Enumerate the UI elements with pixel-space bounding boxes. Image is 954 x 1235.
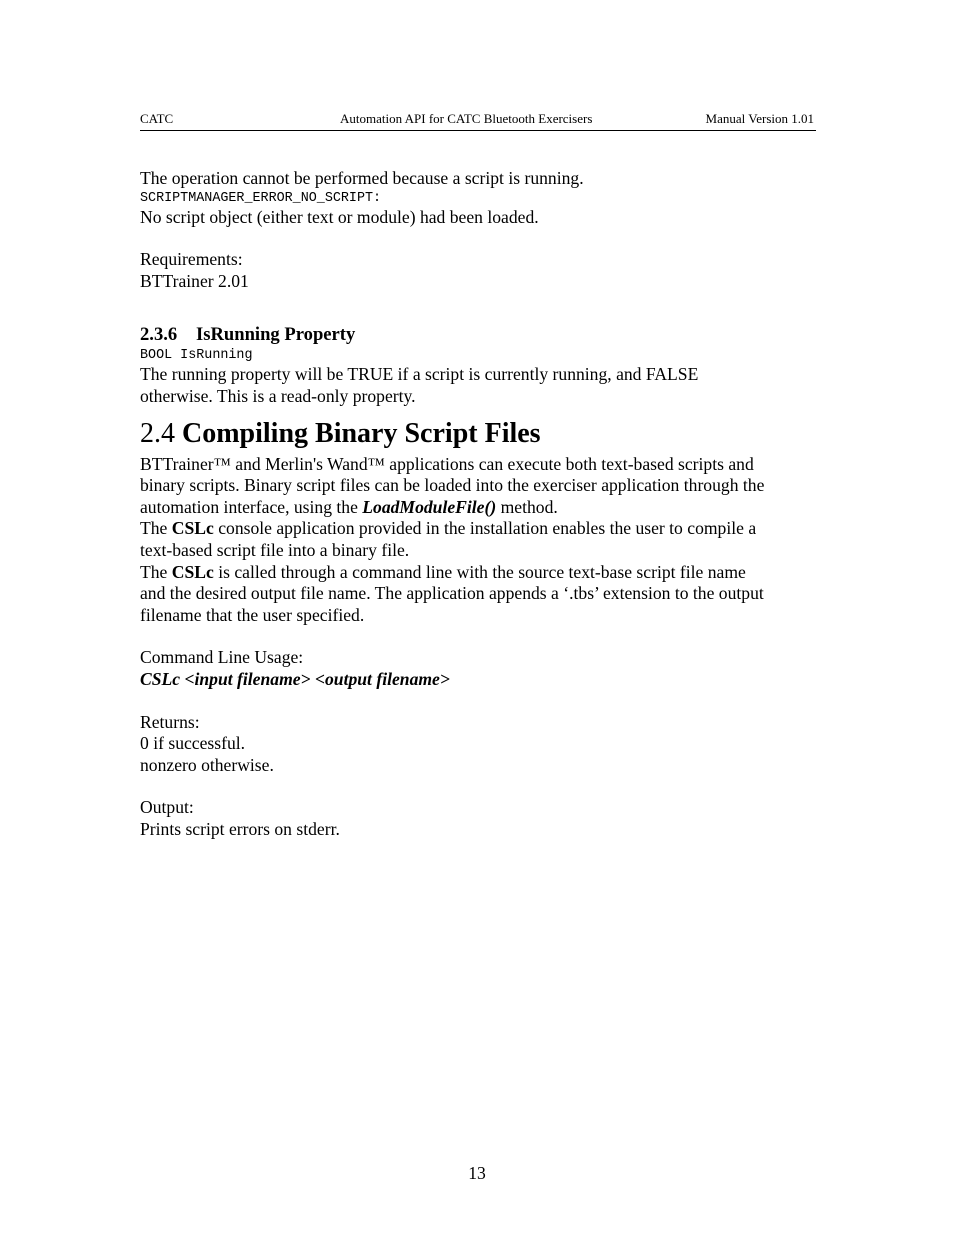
method-name: LoadModuleFile() — [362, 496, 497, 517]
compile-p1-line-3 — [140, 497, 816, 519]
returns-success: 0 if successful. — [140, 733, 246, 754]
text-segment: The — [140, 518, 172, 539]
requirements-value: BTTrainer 2.01 — [140, 270, 249, 291]
text-segment: The — [140, 561, 172, 582]
isrunning-desc-line-1: The running property will be TRUE if a script is currently running, and FALSE — [140, 364, 699, 385]
output-line: Prints script errors on stderr. — [140, 818, 340, 839]
section-heading-2-3-6 — [140, 323, 816, 347]
page-header — [140, 111, 816, 131]
usage-command: CSLc <input filename> <output filename> — [140, 668, 450, 689]
usage-label: Command Line Usage: — [140, 647, 304, 668]
isrunning-signature: BOOL IsRunning — [140, 348, 253, 364]
section-title: Compiling Binary Script Files — [182, 417, 541, 449]
section-title: IsRunning Property — [196, 324, 356, 346]
page-number: 13 — [468, 1163, 486, 1183]
section-heading-2-4 — [140, 408, 816, 454]
text-segment: is called through a command line with the source text-base script file name — [213, 561, 746, 582]
page-body — [140, 168, 816, 840]
text-segment: console application provided in the installation enables the user to compile a — [213, 518, 757, 539]
header-center: Automation API for CATC Bluetooth Exercisers — [340, 111, 593, 126]
output-label: Output: — [140, 797, 194, 818]
intro-line-1: The operation cannot be performed because a script is running. — [140, 168, 584, 188]
compile-p3-line-2: and the desired output file name. The application appends a ‘.tbs’ extension to the output — [140, 583, 764, 604]
intro-line-2: No script object (either text or module) had been loaded. — [140, 206, 539, 227]
compile-p1-line-1: BTTrainer™ and Merlin's Wand™ applications can execute both text-based scripts and — [140, 453, 754, 474]
tool-name: CSLc — [171, 518, 214, 539]
compile-p3-line-1 — [140, 562, 816, 584]
header-right: Manual Version 1.01 — [705, 111, 814, 126]
section-number: 2.3.6 — [140, 324, 178, 346]
compile-p2-line-2: text-based script file into a binary file. — [140, 539, 410, 560]
tool-name: CSLc — [171, 561, 214, 582]
isrunning-desc-line-2: otherwise. This is a read-only property. — [140, 385, 416, 406]
section-number: 2.4 — [140, 417, 175, 449]
intro-error-code: SCRIPTMANAGER_ERROR_NO_SCRIPT: — [140, 190, 382, 206]
compile-p2-line-1 — [140, 518, 816, 540]
text-segment: automation interface, using the — [140, 496, 363, 517]
compile-p3-line-3: filename that the user specified. — [140, 604, 365, 625]
returns-label: Returns: — [140, 711, 200, 732]
header-left: CATC — [140, 111, 174, 126]
returns-failure: nonzero otherwise. — [140, 754, 274, 775]
requirements-label: Requirements: — [140, 249, 243, 270]
compile-p1-line-2: binary scripts. Binary script files can be loaded into the exerciser application through the — [140, 475, 765, 496]
text-segment: method. — [496, 496, 558, 517]
